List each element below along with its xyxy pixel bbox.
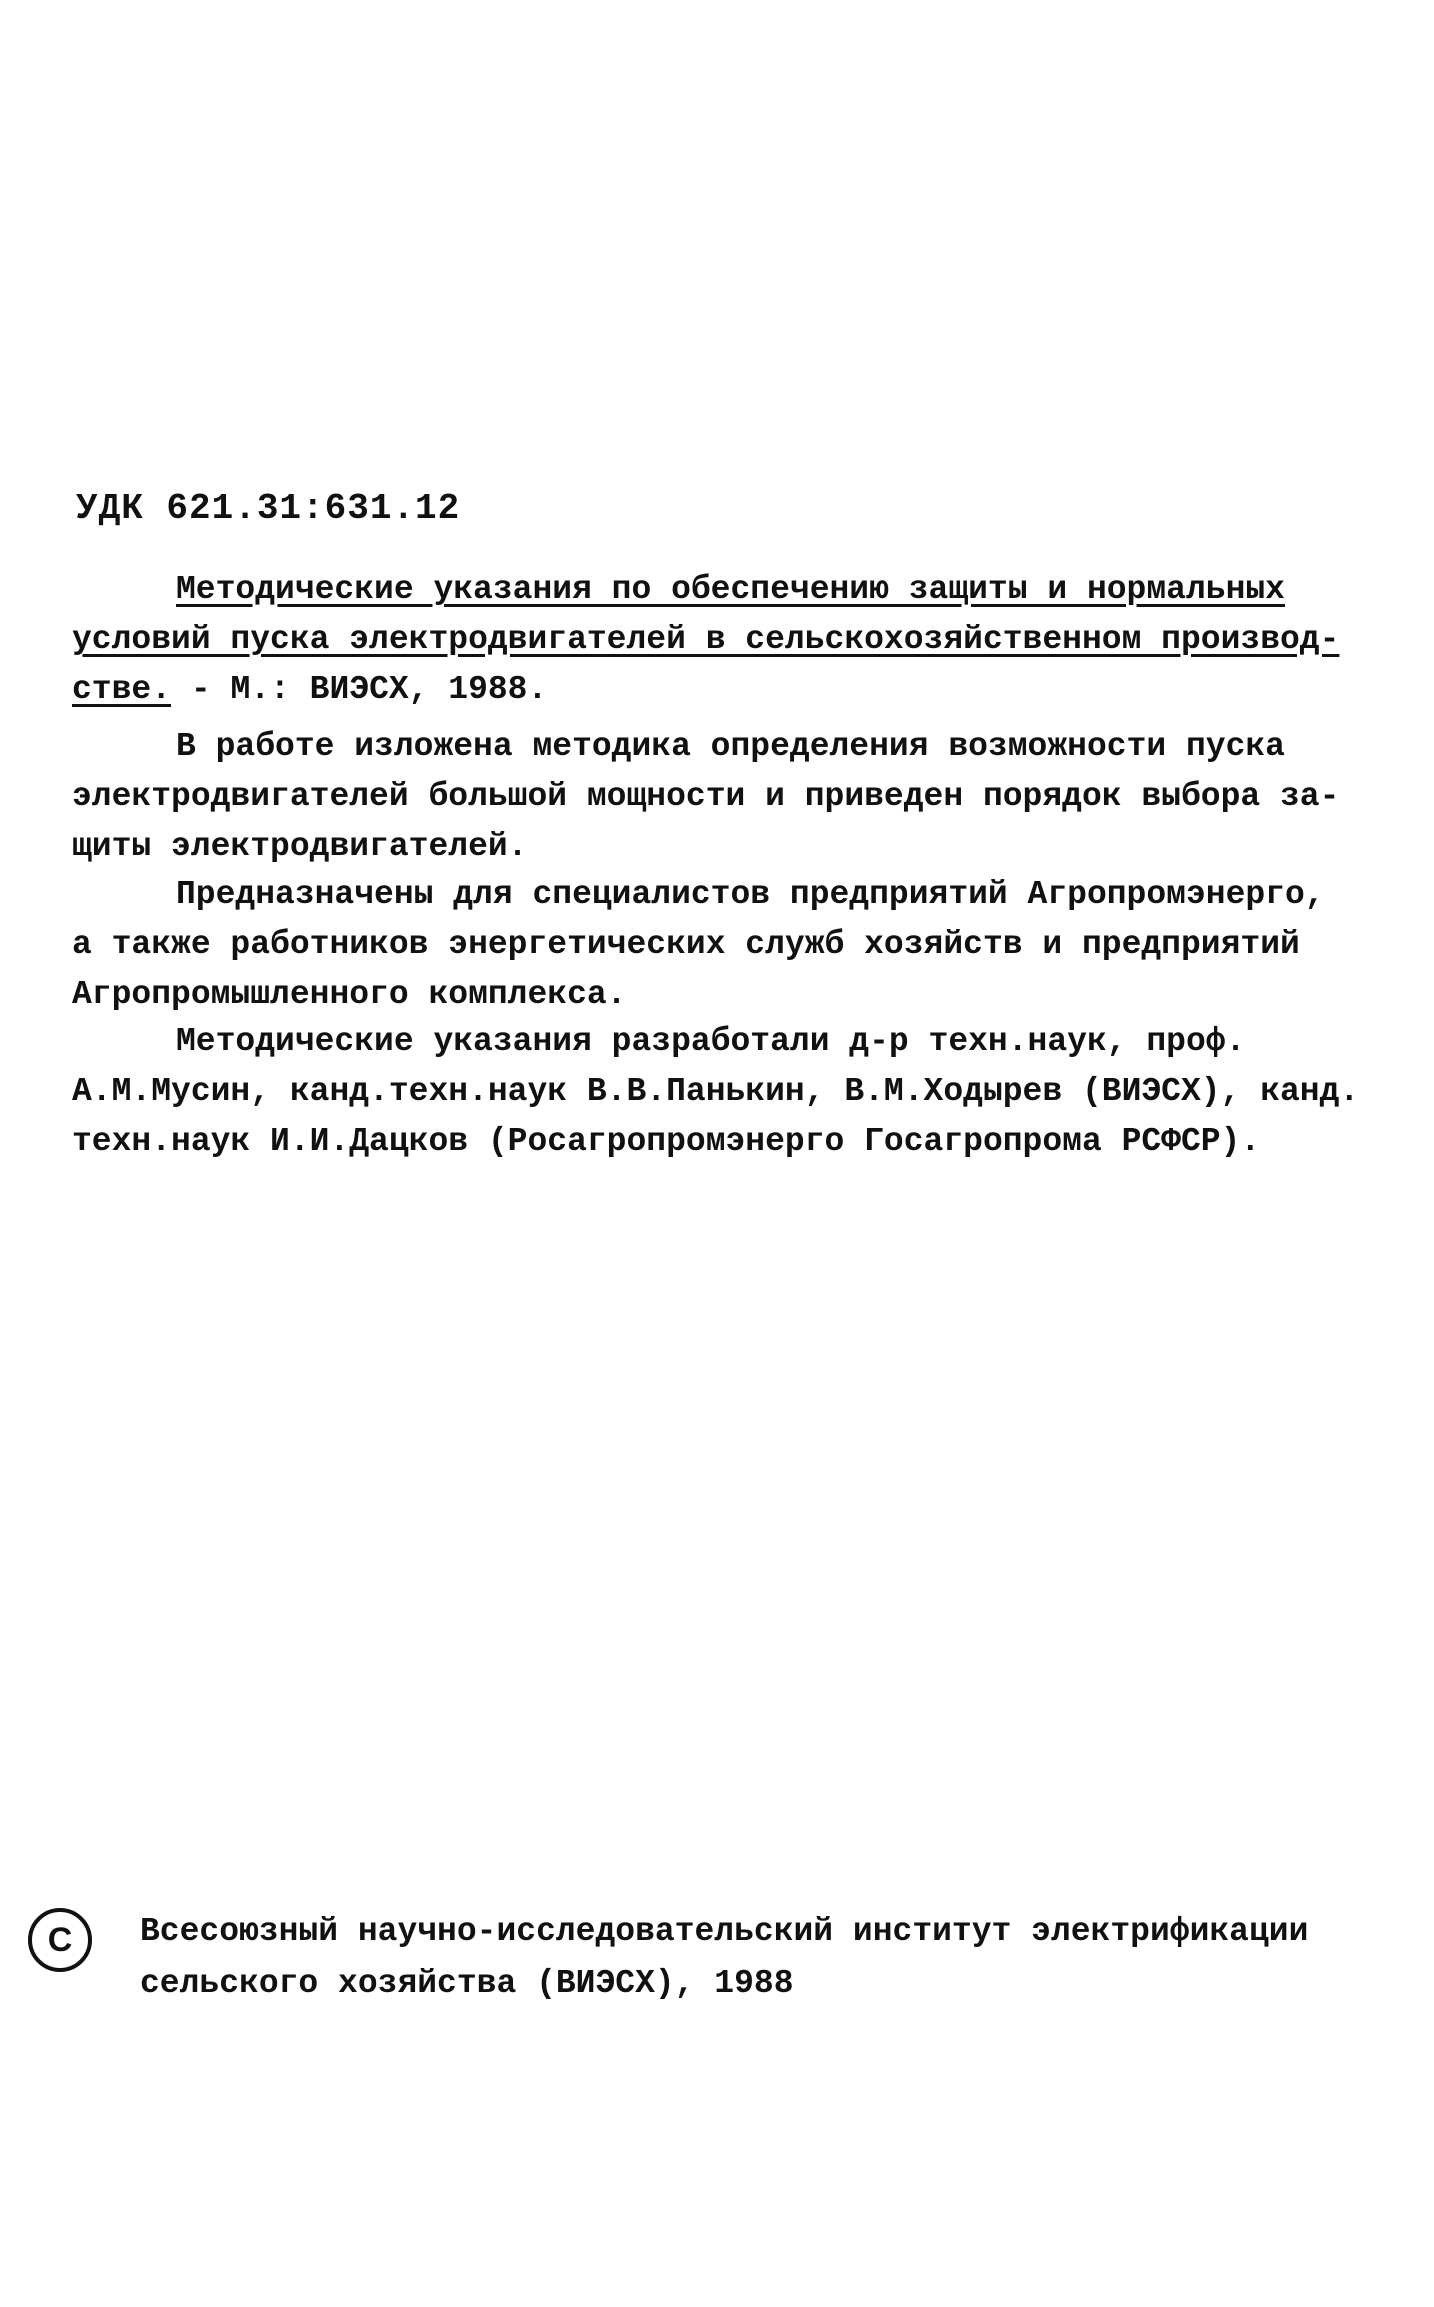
copyright-notice xyxy=(140,1906,1308,2010)
citation-publisher: - М.: ВИЭСХ, 1988. xyxy=(171,671,548,708)
abstract-line-1: В работе изложена методика определения возможности пуска xyxy=(176,728,1285,765)
authors-line-2: А.М.Мусин, канд.техн.наук В.В.Панькин, В.М.Ходырев (ВИЭСХ), канд. xyxy=(72,1073,1360,1110)
authors-line-3: техн.наук И.И.Дацков (Росагропромэнерго Госагропрома РСФСР). xyxy=(72,1123,1261,1160)
copyright-symbol: С xyxy=(47,1920,73,1959)
abstract-line-3: щиты электродвигателей. xyxy=(72,828,528,865)
citation-title-line-1: Методические указания по обеспечению защиты и нормальных xyxy=(176,571,1285,608)
audience-paragraph xyxy=(72,870,1392,1020)
citation-title-line-2: условий пуска электродвигателей в сельскохозяйственном производ- xyxy=(72,621,1340,658)
audience-line-2: а также работников энергетических служб хозяйств и предприятий xyxy=(72,926,1300,963)
authors-line-1: Методические указания разработали д-р техн.наук, проф. xyxy=(176,1023,1246,1060)
copyright-icon xyxy=(28,1908,92,1972)
audience-line-1: Предназначены для специалистов предприятий Агропромэнерго, xyxy=(176,876,1325,913)
citation-title-end: стве. xyxy=(72,671,172,708)
citation-title-line-3 xyxy=(72,665,1392,715)
audience-line-3: Агропромышленного комплекса. xyxy=(72,976,627,1013)
bibliographic-citation xyxy=(72,565,1392,715)
udc-code: УДК 621.31:631.12 xyxy=(76,488,461,529)
abstract-paragraph xyxy=(72,722,1392,872)
authors-paragraph xyxy=(72,1017,1392,1167)
copyright-line-2: сельского хозяйства (ВИЭСХ), 1988 xyxy=(140,1965,794,2002)
copyright-line-1: Всесоюзный научно-исследовательский институт электрификации xyxy=(140,1913,1309,1950)
abstract-line-2: электродвигателей большой мощности и приведен порядок выбора за- xyxy=(72,778,1340,815)
